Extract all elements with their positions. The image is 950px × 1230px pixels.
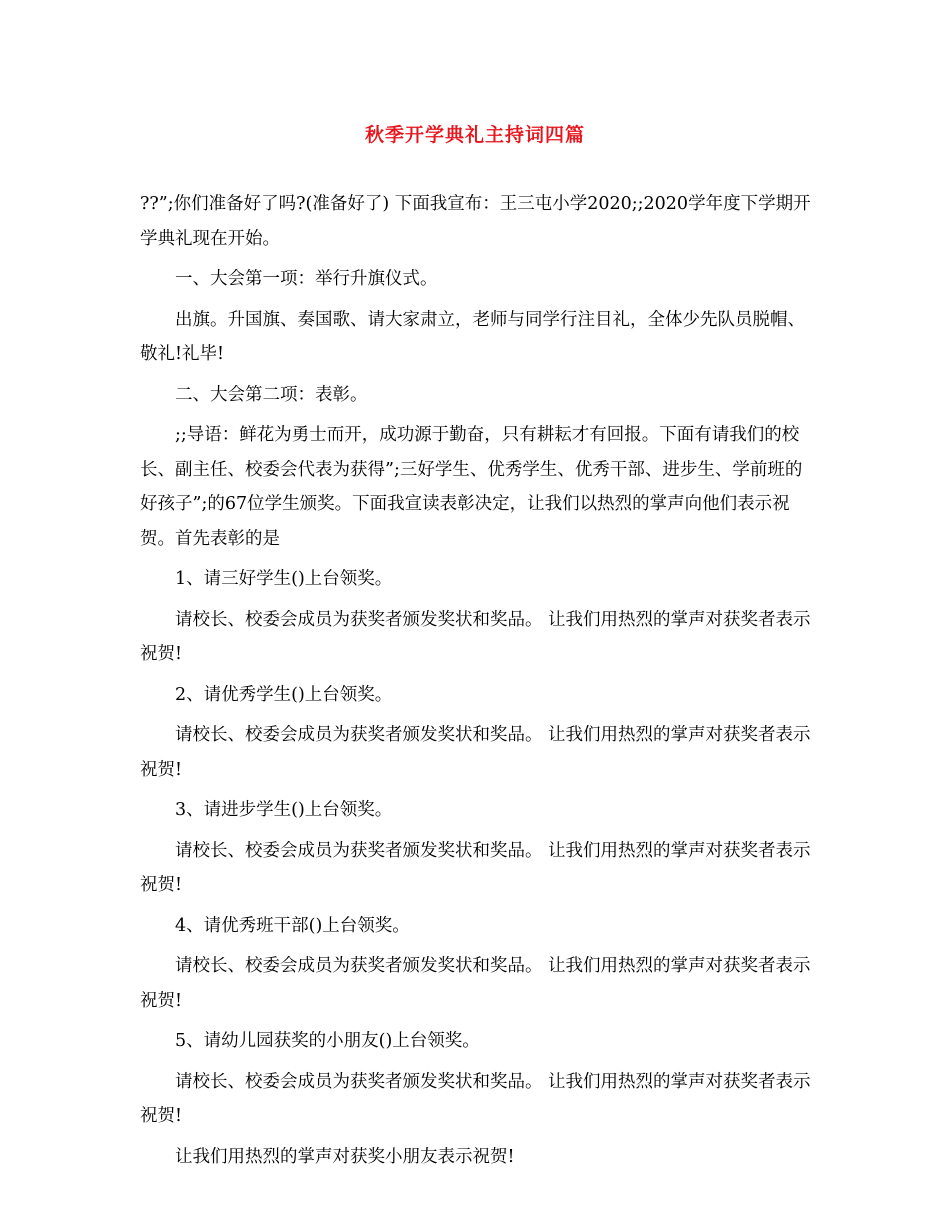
paragraph-award-4: 4、请优秀班干部()上台领奖。 [175,915,410,936]
paragraph-item-1: 一、大会第一项：举行升旗仪式。 [175,269,438,289]
paragraph-award-3: 3、请进步学生()上台领奖。 [175,800,393,820]
paragraph-award-1-note: 请校长、校委会成员为获奖者颁发奖状和奖品。 让我们用热烈的掌声对获奖者表示祝贺! [140,609,811,664]
paragraph-flag-ceremony: 出旗。升国旗、奏国歌、请大家肃立，老师与同学行注目礼，全体少先队员脱帽、敬礼!礼毕! [140,309,805,364]
paragraph-guide: ;;导语：鲜花为勇士而开，成功源于勤奋，只有耕耘才有回报。下面有请我们的校长、副主任、校委会代表为获得”;三好学生、优秀学生、优秀干部、进步生、学前班的好孩子”;的67位学生颁奖。下面我宣读表彰决定，让我们以热烈的掌声向他们表示祝贺。首先表彰的是 [140,425,803,549]
document-body [140,187,812,1180]
paragraph-award-3-note: 请校长、校委会成员为获奖者颁发奖状和奖品。 让我们用热烈的掌声对获奖者表示祝贺! [140,840,811,895]
paragraph-closing: 让我们用热烈的掌声对获奖小朋友表示祝贺! [175,1146,515,1167]
paragraph-award-2: 2、请优秀学生()上台领奖。 [175,684,393,705]
paragraph-award-2-note: 请校长、校委会成员为获奖者颁发奖状和奖品。 让我们用热烈的掌声对获奖者表示祝贺! [140,725,811,780]
paragraph-award-4-note: 请校长、校委会成员为获奖者颁发奖状和奖品。 让我们用热烈的掌声对获奖者表示祝贺! [140,956,811,1011]
page-title: 秋季开学典礼主持词四篇 [364,124,585,146]
paragraph-intro: ??”;你们准备好了吗?(准备好了) 下面我宣布：王三屯小学2020;;2020学年度下学期开学典礼现在开始。 [140,194,811,249]
paragraph-award-5-note: 请校长、校委会成员为获奖者颁发奖状和奖品。 让我们用热烈的掌声对获奖者表示祝贺! [140,1071,811,1126]
paragraph-item-2: 二、大会第二项：表彰。 [175,384,368,405]
paragraph-award-5: 5、请幼儿园获奖的小朋友()上台领奖。 [175,1031,480,1051]
paragraph-award-1: 1、请三好学生()上台领奖。 [175,569,393,589]
